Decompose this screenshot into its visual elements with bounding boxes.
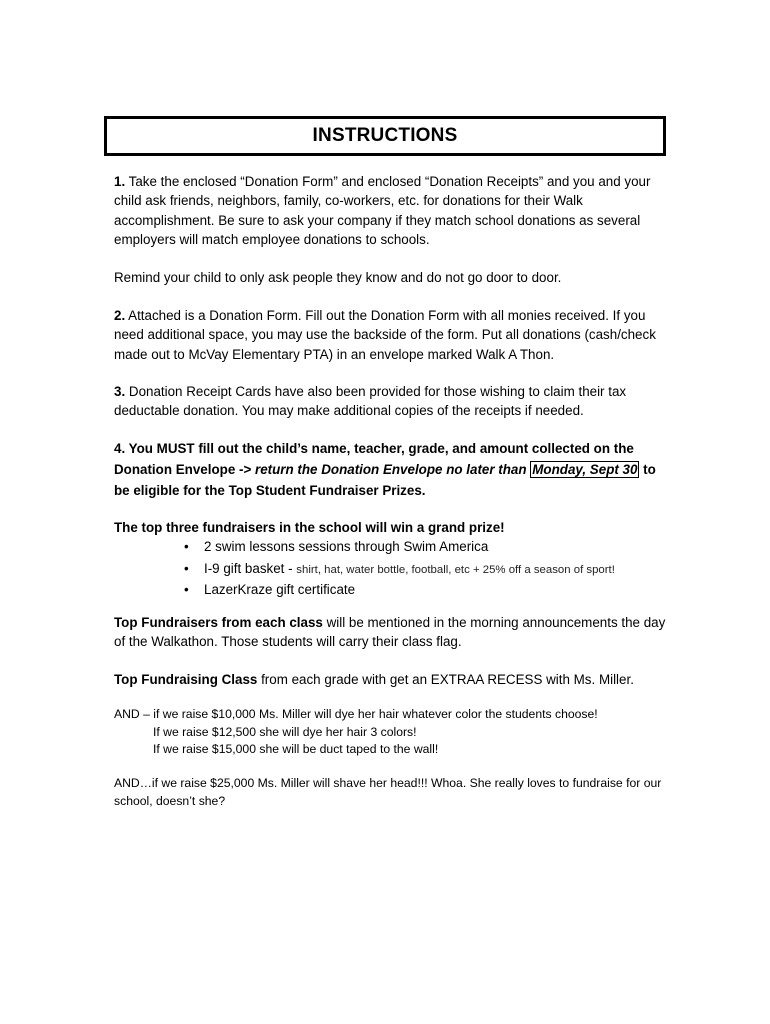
instruction-3-text: Donation Receipt Cards have also been provided for those wishing to claim their tax deductable donation. You may make additional copies of the receipts if needed. [114, 384, 627, 419]
prize-item [114, 580, 674, 601]
prize-main: I-9 gift basket - [204, 560, 297, 576]
goal-line: If we raise $12,500 she will dye her hair 3 colors! [153, 724, 417, 739]
prizes-section [114, 518, 674, 601]
instruction-4-tail: to be eligible for the Top Student Fundraiser Prizes. [114, 462, 656, 498]
class-top-fundraisers [114, 613, 674, 652]
page-title: INSTRUCTIONS [312, 125, 458, 146]
fundraising-goals [114, 706, 674, 759]
bullet: • [184, 539, 189, 555]
instruction-1 [114, 172, 674, 249]
class-grade-text: from each grade with get an EXTRAA RECESS with Ms. Miller. [257, 672, 634, 687]
prize-item [114, 559, 674, 580]
instruction-2-number: 2. [114, 308, 126, 323]
instruction-4 [114, 438, 674, 501]
instruction-1-text: Take the enclosed “Donation Form” and enclosed “Donation Receipts” and you and your child ask friends, neighbors, family, co-workers, etc. for donations for their Walk accomplishment. Be sure to ask your company if they match school donations as several employers will match employee donations to schools. [114, 174, 651, 247]
class-grade-label: Top Fundraising Class [114, 672, 258, 687]
class-grade-fundraising [114, 670, 674, 689]
deadline-date: Monday, Sept 30 [532, 462, 638, 477]
instruction-4-italic: return the Donation Envelope no later than [255, 462, 531, 477]
instruction-3 [114, 382, 674, 421]
class-top-label: Top Fundraisers from each class [114, 615, 323, 630]
bullet: • [184, 560, 189, 576]
prize-note: shirt, hat, water bottle, football, etc + 25% off a season of sport! [296, 563, 615, 576]
class-top-text: will be mentioned in the morning announcements the day of the Walkathon. Those students will carry their class flag. [114, 615, 666, 650]
instruction-3-number: 3. [114, 384, 126, 399]
bullet: • [184, 581, 189, 597]
instruction-1-number: 1. [114, 174, 126, 189]
prize-main: 2 swim lessons sessions through Swim America [204, 539, 489, 555]
prize-main: LazerKraze gift certificate [204, 581, 356, 597]
reminder-text: Remind your child to only ask people they know and do not go door to door. [114, 270, 562, 285]
final-goal: AND…if we raise $25,000 Ms. Miller will shave her head!!! Whoa. She really loves to fundraise for our school, doesn’t she? [114, 776, 662, 808]
instruction-4-lead: 4. You MUST fill out the child’s name, teacher, grade, and amount collected on the Donation Envelope -> [114, 441, 634, 477]
goal-line: AND – if we raise $10,000 Ms. Miller will dye her hair whatever color the students choose! [114, 707, 598, 721]
title-box [104, 116, 666, 156]
prize-item [114, 537, 674, 558]
instruction-2 [114, 306, 674, 364]
prizes-heading: The top three fundraisers in the school will win a grand prize! [114, 520, 505, 535]
instruction-2-text: Attached is a Donation Form. Fill out the Donation Form with all monies received. If you need additional space, you may use the backside of the form. Put all donations (cash/check made out to McVay Elementary PTA) in an envelope marked Walk A Thon. [114, 308, 656, 362]
goal-line: If we raise $15,000 she will be duct taped to the wall! [153, 742, 439, 756]
prize-list [114, 537, 674, 601]
